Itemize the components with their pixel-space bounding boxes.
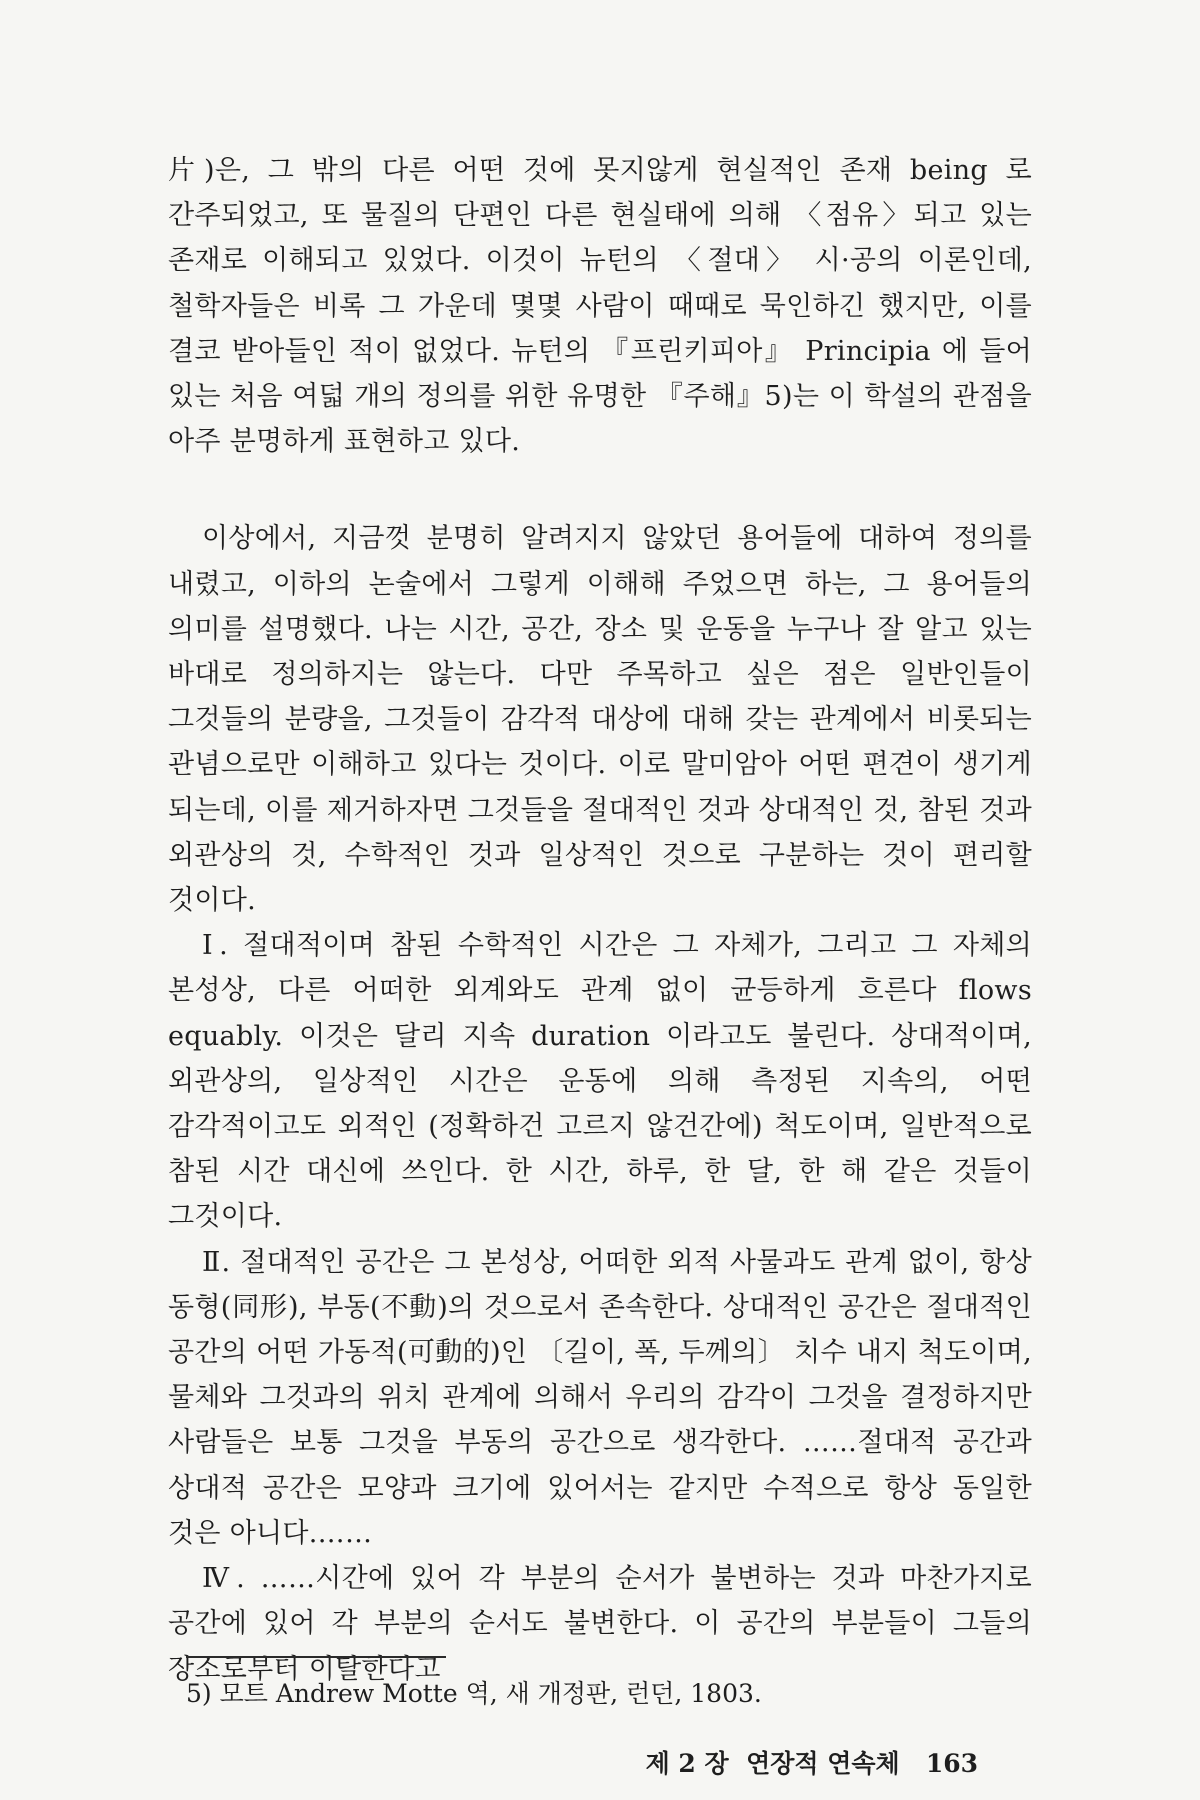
quote-paragraph-intro: 이상에서, 지금껏 분명히 알려지지 않았던 용어들에 대하여 정의를 내렸고, 이하의 논술에서 그렇게 이해해 주었으면 하는, 그 용어들의 의미를 설명했다. 나는 시간, 공간, 장소 및 운동을 누구나 잘 알고 있는 바대로 정의하지는 않는다. 다만 주목하고 싶은 점은 일반인들이 그것들의 분량을, 그것들이 감각적 대상에 대해 갖는 관계에서 비롯되는 관념으로만 이해하고 있다는 것이다. 이로 말미암아 어떤 편견이 생기게 되는데, 이를 제거하자면 그것들을 절대적인 것과 상대적인 것, 참된 것과 외관상의 것, 수학적인 것과 일상적인 것으로 구분하는 것이 편리할 것이다.	[168, 523, 1032, 917]
footnote: 5) 모트 Andrew Motte 역, 새 개정판, 런던, 1803.	[186, 1679, 762, 1708]
running-footer	[646, 1744, 978, 1780]
paragraph-continuation: 片)은, 그 밖의 다른 어떤 것에 못지않게 현실적인 존재 being 로 간주되었고, 또 물질의 단편인 다른 현실태에 의해 〈점유〉되고 있는 존재로 이해되고 있었다. 이것이 뉴턴의 〈절대〉 시·공의 이론인데, 철학자들은 비록 그 가운데 몇몇 사람이 때때로 묵인하긴 했지만, 이를 결코 받아들인 적이 없었다. 뉴턴의 『프린키피아』 Principia 에 들어 있는 처음 여덟 개의 정의를 위한 유명한 『주해』5)는 이 학설의 관점을 아주 분명하게 표현하고 있다.	[168, 155, 1032, 458]
quote-paragraph-space: Ⅱ. 절대적인 공간은 그 본성상, 어떠한 외적 사물과도 관계 없이, 항상 동형(同形), 부동(不動)의 것으로서 존속한다. 상대적인 공간은 절대적인 공간의 어떤 가동적(可動的)인 〔길이, 폭, 두께의〕 치수 내지 척도이며, 물체와 그것과의 위치 관계에 의해서 우리의 감각이 그것을 결정하지만 사람들은 보통 그것을 부동의 공간으로 생각한다. ……절대적 공간과 상대적 공간은 모양과 크기에 있어서는 같지만 수적으로 항상 동일한 것은 아니다.……	[168, 1246, 1032, 1549]
page-number: 163	[925, 1749, 978, 1778]
footnote-divider	[186, 1656, 446, 1658]
quote-paragraph-order: Ⅳ. ……시간에 있어 각 부분의 순서가 불변하는 것과 마찬가지로 공간에 있어 각 부분의 순서도 불변한다. 이 공간의 부분들이 그들의 장소로부터 이탈한다고	[168, 1563, 1032, 1685]
quote-paragraph-time: Ⅰ. 절대적이며 참된 수학적인 시간은 그 자체가, 그리고 그 자체의 본성상, 다른 어떠한 외계와도 관계 없이 균등하게 흐른다 flows equably. 이것은 달리 지속 duration 이라고도 불린다. 상대적이며, 외관상의, 일상적인 시간은 운동에 의해 측정된 지속의, 어떤 감각적이고도 외적인 (정확하건 고르지 않건간에) 척도이며, 일반적으로 참된 시간 대신에 쓰인다. 한 시간, 하루, 한 달, 한 해 같은 것들이 그것이다.	[168, 930, 1032, 1233]
chapter-title: 제 2 장 연장적 연속체	[645, 1749, 900, 1778]
